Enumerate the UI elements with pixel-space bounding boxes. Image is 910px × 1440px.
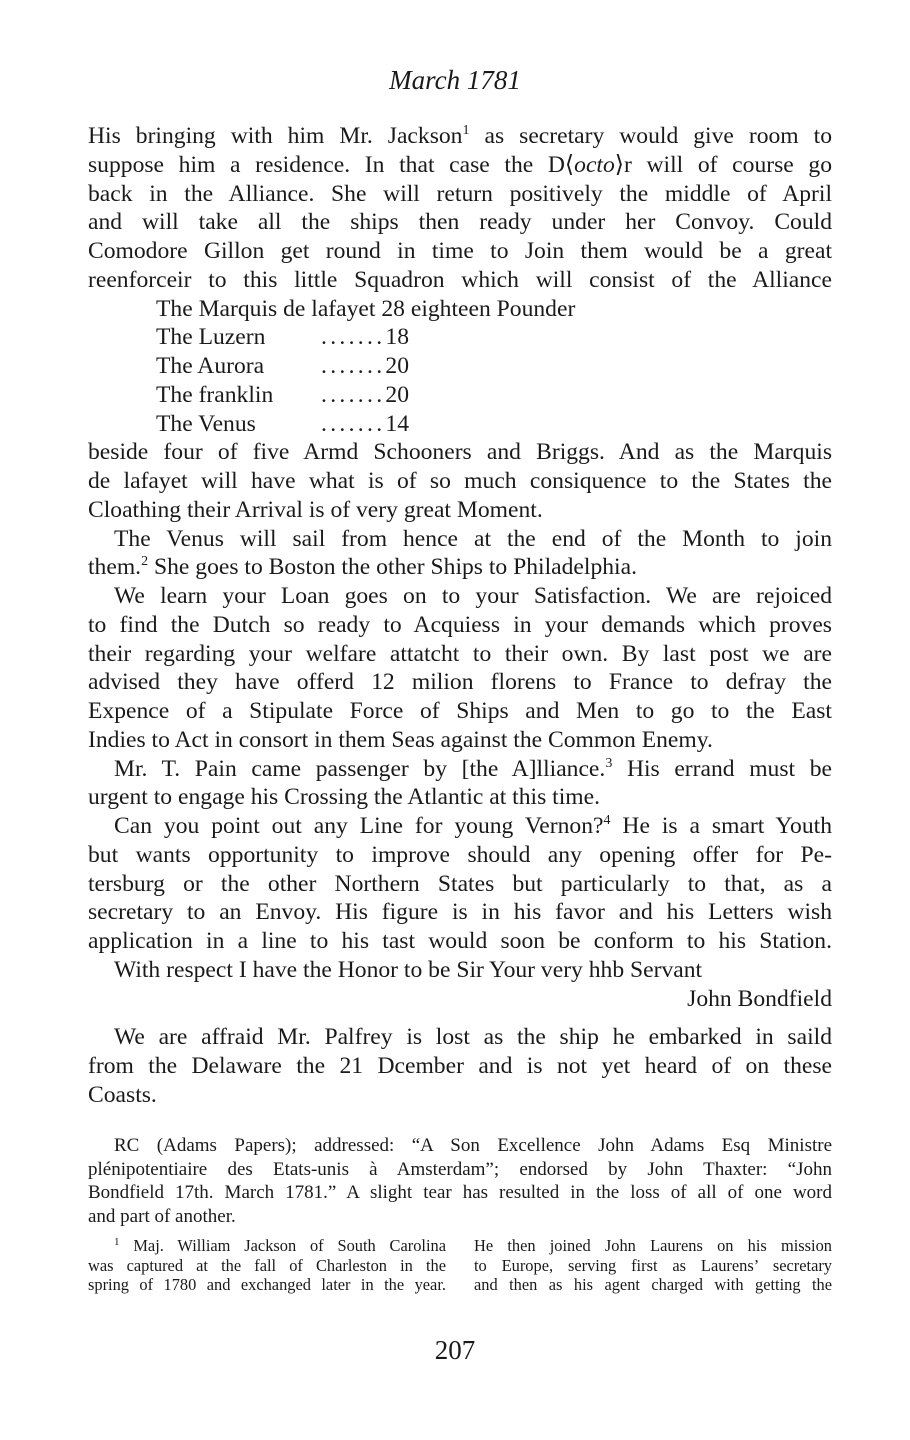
footnote-ref-3[interactable]: 3: [605, 755, 613, 771]
ship-list-item: The Venus .......14: [156, 410, 409, 437]
note-line: RC (Adams Papers); addressed: “A Son Excellence John Adams Esq Ministre: [114, 1135, 832, 1156]
ship-guns: 20: [385, 353, 409, 379]
editorial-insertion: octo: [574, 151, 615, 178]
note-line: and part of another.: [88, 1205, 236, 1227]
text-line: application in a line to his tast would soon be conform to his Station.: [88, 928, 832, 954]
source-note: [88, 1134, 832, 1228]
text-line: back in the Alliance. She will return positively the middle of April: [88, 180, 832, 207]
text-line: advised they have offerd 12 milion florens to France to defray the: [88, 669, 832, 696]
footnote-ref-2[interactable]: 2: [141, 554, 149, 570]
ship-list-item: The Aurora .......20: [156, 353, 409, 379]
ship-list-item: The Marquis de lafayet 28 eighteen Pounder: [156, 295, 576, 322]
text-line: urgent to engage his Crossing the Atlantic at this time.: [88, 784, 601, 811]
text-line: Indies to Act in consort in them Seas against the Common Enemy.: [88, 726, 713, 753]
leader-dots: .......: [321, 324, 386, 351]
ship-list-item: The Luzern .......18: [156, 324, 409, 351]
text-line: reenforceir to this little Squadron which will consist of the Alliance: [88, 266, 832, 293]
leader-dots: .......: [321, 381, 386, 408]
footnote-column-right: [474, 1236, 832, 1295]
postscript-line: Coasts.: [88, 1081, 157, 1108]
signature: John Bondfield: [687, 985, 832, 1012]
text-line: The Venus will sail from hence at the end of the Month to join: [114, 525, 832, 552]
text-line: tersburg or the other Northern States but particularly to that, as a: [88, 870, 832, 897]
text-line: secretary to an Envoy. His figure is in his favor and his Letters wish: [88, 899, 832, 926]
footnote-line: spring of 1780 and exchanged later in the year.: [88, 1275, 446, 1294]
leader-dots: .......: [321, 410, 386, 437]
note-line: Bondfield 17th. March 1781.” A slight tear has resulted in the loss of all of one word: [88, 1182, 832, 1203]
footnote-line: He then joined John Laurens on his mission: [474, 1236, 832, 1255]
text-line: Comodore Gillon get round in time to Join them would be a great: [88, 238, 832, 264]
footnote-number: 1: [114, 1236, 120, 1248]
text-line: Can you point out any Line for young Vernon?$^4$ He is a smart Youth: [114, 813, 833, 839]
running-head: March 1781: [389, 65, 521, 95]
ship-guns: 20: [385, 381, 409, 408]
ship-list-item: The franklin .......20: [156, 381, 409, 408]
ship-guns: 14: [385, 410, 409, 437]
letter-body: [88, 122, 832, 1110]
footnote-ref-1[interactable]: 1: [462, 123, 470, 138]
text-line: but wants opportunity to improve should any opening offer for Pe-: [88, 841, 832, 868]
text-line: Cloathing their Arrival is of very great Moment.: [88, 496, 543, 523]
page-number: 207: [434, 1335, 476, 1365]
footnote-line: was captured at the fall of Charleston in the: [88, 1255, 446, 1275]
text-line: their regarding your welfare attatcht to their own. By last post we are: [88, 640, 832, 667]
text-line: Mr. T. Pain came passenger by [the A]lliance.$^3$ His errand must be: [114, 755, 832, 782]
text-line: suppose him a residence. In that case the D⟨octo⟩r will of course go: [88, 151, 833, 178]
postscript-line: from the Delaware the 21 Dcember and is not yet heard of on these: [88, 1053, 832, 1079]
text-line: to find the Dutch so ready to Acquiess in your demands which proves: [88, 611, 832, 638]
text-line: them.$^2$ She goes to Boston the other Ships to Philadelphia.: [88, 554, 637, 581]
ship-guns: 18: [385, 324, 409, 351]
footnote-column-left: [88, 1236, 446, 1295]
text-line: We learn your Loan goes on to your Satisfaction. We are rejoiced: [114, 583, 832, 609]
note-line: plénipotentiaire des Etats-unis à Amsterdam”; endorsed by John Thaxter: “John: [88, 1158, 832, 1180]
footnote-line: to Europe, serving first as Laurens’ secretary: [474, 1255, 832, 1275]
text-line: and will take all the ships then ready under her Convoy. Could: [88, 209, 832, 236]
leader-dots: .......: [321, 353, 386, 379]
footnote-line: and then as his agent charged with getting the: [474, 1275, 832, 1294]
spacer: [88, 1013, 832, 1023]
text-line: His bringing with him Mr. Jackson$^1$ as secretary would give room to: [88, 123, 833, 149]
footnote-ref-4[interactable]: 4: [603, 813, 611, 828]
postscript-line: We are affraid Mr. Palfrey is lost as the ship he embarked in saild: [114, 1024, 832, 1051]
footnote-line: $^1$ Maj. William Jackson of South Carolina: [114, 1236, 446, 1255]
closing: With respect I have the Honor to be Sir Your very hhb Servant: [114, 956, 703, 983]
text-line: beside four of five Armd Schooners and Briggs. And as the Marquis: [88, 439, 832, 466]
text-line: Expence of a Stipulate Force of Ships and Men to go to the East: [88, 698, 832, 724]
text-line: de lafayet will have what is of so much consiquence to the States the: [88, 468, 832, 494]
